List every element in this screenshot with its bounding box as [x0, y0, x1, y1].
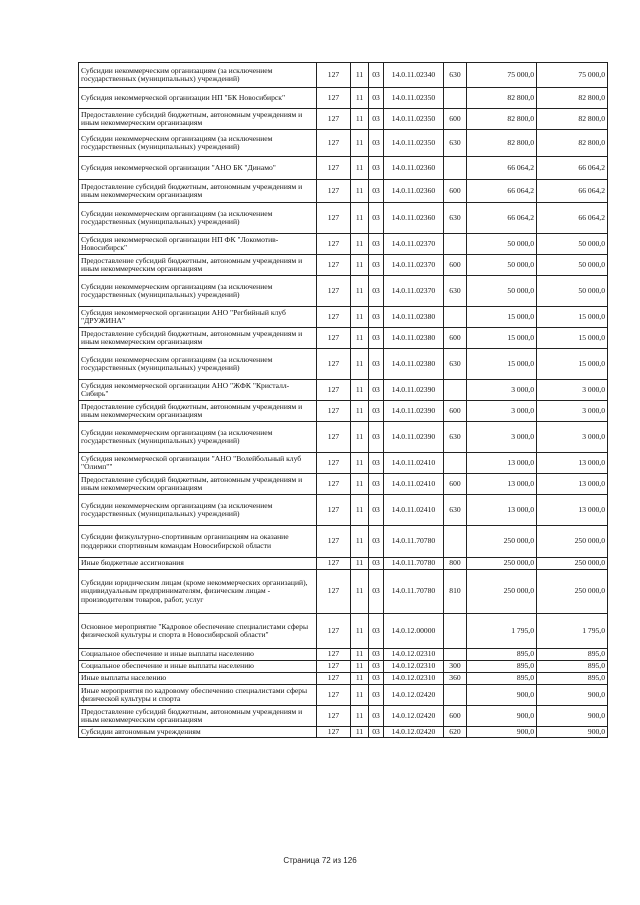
row-subsection: 03 — [369, 234, 384, 255]
row-target-article: 14.0.11.02370 — [384, 276, 444, 307]
row-amount-1: 66 064,2 — [467, 180, 537, 203]
table-row — [79, 157, 608, 180]
row-subsection: 03 — [369, 727, 384, 738]
table-row — [79, 649, 608, 661]
row-grbs: 127 — [317, 727, 351, 738]
table-row — [79, 276, 608, 307]
row-subsection: 03 — [369, 349, 384, 380]
row-amount-2: 895,0 — [537, 673, 608, 685]
row-grbs: 127 — [317, 526, 351, 558]
row-expense-type: 600 — [444, 474, 467, 495]
row-description: Предоставление субсидий бюджетным, автономным учреждениям и иным некоммерческим организациям — [79, 328, 317, 349]
row-subsection: 03 — [369, 380, 384, 401]
row-section: 11 — [351, 570, 369, 614]
row-section: 11 — [351, 526, 369, 558]
row-amount-2: 82 800,0 — [537, 88, 608, 109]
row-amount-2: 900,0 — [537, 685, 608, 706]
row-description: Иные бюджетные ассигнования — [79, 558, 317, 570]
row-expense-type: 630 — [444, 63, 467, 88]
table-row — [79, 380, 608, 401]
row-section: 11 — [351, 422, 369, 453]
row-amount-1: 895,0 — [467, 661, 537, 673]
table-row — [79, 88, 608, 109]
row-grbs: 127 — [317, 422, 351, 453]
table-row — [79, 673, 608, 685]
row-subsection: 03 — [369, 401, 384, 422]
row-target-article: 14.0.11.02350 — [384, 109, 444, 130]
row-amount-2: 1 795,0 — [537, 614, 608, 649]
row-amount-1: 82 800,0 — [467, 130, 537, 157]
row-grbs: 127 — [317, 130, 351, 157]
row-description: Субсидии некоммерческим организациям (за исключением государственных (муниципальных) учреждений) — [79, 130, 317, 157]
row-expense-type — [444, 614, 467, 649]
row-description: Субсидия некоммерческой организации АНО "ЖФК "Кристалл-Сибирь" — [79, 380, 317, 401]
row-amount-2: 13 000,0 — [537, 453, 608, 474]
row-section: 11 — [351, 649, 369, 661]
table-row — [79, 526, 608, 558]
row-target-article: 14.0.11.02410 — [384, 453, 444, 474]
row-amount-2: 900,0 — [537, 706, 608, 727]
row-target-article: 14.0.11.02390 — [384, 380, 444, 401]
row-target-article: 14.0.11.02390 — [384, 401, 444, 422]
table-row — [79, 328, 608, 349]
row-expense-type: 600 — [444, 401, 467, 422]
row-amount-2: 66 064,2 — [537, 180, 608, 203]
row-description: Предоставление субсидий бюджетным, автономным учреждениям и иным некоммерческим организациям — [79, 706, 317, 727]
row-grbs: 127 — [317, 401, 351, 422]
row-amount-1: 66 064,2 — [467, 157, 537, 180]
row-description: Субсидии некоммерческим организациям (за исключением государственных (муниципальных) учреждений) — [79, 63, 317, 88]
row-target-article: 14.0.11.02410 — [384, 474, 444, 495]
row-expense-type: 630 — [444, 276, 467, 307]
row-amount-2: 13 000,0 — [537, 474, 608, 495]
row-amount-2: 895,0 — [537, 661, 608, 673]
row-description: Субсидии юридическим лицам (кроме некоммерческих организаций), индивидуальным предпринимателям, физическим лицам - производителям товаров, работ, услуг — [79, 570, 317, 614]
row-amount-1: 15 000,0 — [467, 328, 537, 349]
row-amount-2: 3 000,0 — [537, 401, 608, 422]
row-section: 11 — [351, 661, 369, 673]
row-target-article: 14.0.11.02340 — [384, 63, 444, 88]
row-description: Субсидия некоммерческой организации "АНО "Волейбольный клуб "Олимп"" — [79, 453, 317, 474]
row-target-article: 14.0.11.02370 — [384, 255, 444, 276]
row-section: 11 — [351, 495, 369, 526]
row-description: Субсидии физкультурно-спортивным организациям на оказание поддержки спортивным командам Новосибирской области — [79, 526, 317, 558]
row-subsection: 03 — [369, 673, 384, 685]
row-amount-1: 250 000,0 — [467, 570, 537, 614]
row-expense-type: 810 — [444, 570, 467, 614]
row-subsection: 03 — [369, 526, 384, 558]
row-expense-type: 630 — [444, 422, 467, 453]
row-amount-1: 13 000,0 — [467, 453, 537, 474]
table-row — [79, 180, 608, 203]
row-description: Социальное обеспечение и иные выплаты населению — [79, 649, 317, 661]
row-section: 11 — [351, 727, 369, 738]
row-section: 11 — [351, 474, 369, 495]
row-amount-2: 250 000,0 — [537, 558, 608, 570]
row-grbs: 127 — [317, 495, 351, 526]
row-expense-type: 600 — [444, 706, 467, 727]
row-description: Субсидии автономным учреждениям — [79, 727, 317, 738]
row-subsection: 03 — [369, 255, 384, 276]
table-row — [79, 614, 608, 649]
row-amount-2: 50 000,0 — [537, 255, 608, 276]
row-subsection: 03 — [369, 88, 384, 109]
row-subsection: 03 — [369, 203, 384, 234]
row-grbs: 127 — [317, 63, 351, 88]
row-description: Субсидия некоммерческой организации НП "БК Новосибирск" — [79, 88, 317, 109]
row-grbs: 127 — [317, 380, 351, 401]
row-grbs: 127 — [317, 673, 351, 685]
row-subsection: 03 — [369, 109, 384, 130]
row-expense-type — [444, 234, 467, 255]
row-expense-type — [444, 526, 467, 558]
row-expense-type: 600 — [444, 109, 467, 130]
row-description: Субсидия некоммерческой организации АНО "Регбийный клуб "ДРУЖИНА" — [79, 307, 317, 328]
row-grbs: 127 — [317, 649, 351, 661]
row-grbs: 127 — [317, 88, 351, 109]
row-expense-type — [444, 685, 467, 706]
row-subsection: 03 — [369, 422, 384, 453]
row-section: 11 — [351, 558, 369, 570]
row-expense-type: 620 — [444, 727, 467, 738]
row-expense-type: 630 — [444, 203, 467, 234]
row-amount-2: 3 000,0 — [537, 422, 608, 453]
row-section: 11 — [351, 380, 369, 401]
row-amount-2: 900,0 — [537, 727, 608, 738]
table-row — [79, 203, 608, 234]
row-amount-1: 75 000,0 — [467, 63, 537, 88]
row-section: 11 — [351, 203, 369, 234]
row-amount-1: 900,0 — [467, 727, 537, 738]
row-target-article: 14.0.11.02370 — [384, 234, 444, 255]
table-row — [79, 349, 608, 380]
row-target-article: 14.0.11.02360 — [384, 203, 444, 234]
row-target-article: 14.0.11.02380 — [384, 307, 444, 328]
row-section: 11 — [351, 453, 369, 474]
row-amount-1: 13 000,0 — [467, 495, 537, 526]
row-amount-2: 75 000,0 — [537, 63, 608, 88]
row-subsection: 03 — [369, 328, 384, 349]
row-grbs: 127 — [317, 706, 351, 727]
row-target-article: 14.0.11.70780 — [384, 526, 444, 558]
row-amount-2: 250 000,0 — [537, 570, 608, 614]
row-subsection: 03 — [369, 474, 384, 495]
table-row — [79, 307, 608, 328]
row-grbs: 127 — [317, 307, 351, 328]
row-subsection: 03 — [369, 685, 384, 706]
row-description: Субсидии некоммерческим организациям (за исключением государственных (муниципальных) учреждений) — [79, 422, 317, 453]
row-expense-type: 630 — [444, 495, 467, 526]
row-description: Предоставление субсидий бюджетным, автономным учреждениям и иным некоммерческим организациям — [79, 109, 317, 130]
row-amount-1: 250 000,0 — [467, 558, 537, 570]
row-section: 11 — [351, 109, 369, 130]
row-section: 11 — [351, 63, 369, 88]
row-amount-1: 3 000,0 — [467, 422, 537, 453]
row-amount-2: 895,0 — [537, 649, 608, 661]
row-description: Субсидии некоммерческим организациям (за исключением государственных (муниципальных) учреждений) — [79, 349, 317, 380]
row-description: Субсидия некоммерческой организации НП ФК "Локомотив-Новосибирск" — [79, 234, 317, 255]
budget-table — [78, 62, 608, 738]
row-subsection: 03 — [369, 180, 384, 203]
row-description: Иные выплаты населению — [79, 673, 317, 685]
table-row — [79, 558, 608, 570]
row-expense-type: 630 — [444, 130, 467, 157]
row-expense-type — [444, 88, 467, 109]
row-subsection: 03 — [369, 649, 384, 661]
row-section: 11 — [351, 349, 369, 380]
row-amount-1: 900,0 — [467, 685, 537, 706]
row-description: Субсидии некоммерческим организациям (за исключением государственных (муниципальных) учреждений) — [79, 495, 317, 526]
row-grbs: 127 — [317, 255, 351, 276]
row-target-article: 14.0.11.02360 — [384, 180, 444, 203]
table-row — [79, 474, 608, 495]
row-amount-1: 895,0 — [467, 673, 537, 685]
row-section: 11 — [351, 88, 369, 109]
row-target-article: 14.0.11.02390 — [384, 422, 444, 453]
row-target-article: 14.0.12.02420 — [384, 685, 444, 706]
row-target-article: 14.0.11.02360 — [384, 157, 444, 180]
row-amount-1: 3 000,0 — [467, 380, 537, 401]
row-target-article: 14.0.12.02310 — [384, 649, 444, 661]
row-description: Основное мероприятие "Кадровое обеспечение специалистами сферы физической культуры и спорта в Новосибирской области" — [79, 614, 317, 649]
row-grbs: 127 — [317, 614, 351, 649]
table-row — [79, 234, 608, 255]
table-row — [79, 422, 608, 453]
row-description: Предоставление субсидий бюджетным, автономным учреждениям и иным некоммерческим организациям — [79, 180, 317, 203]
table-row — [79, 685, 608, 706]
row-amount-1: 3 000,0 — [467, 401, 537, 422]
row-grbs: 127 — [317, 474, 351, 495]
row-subsection: 03 — [369, 614, 384, 649]
row-target-article: 14.0.11.02380 — [384, 349, 444, 380]
row-section: 11 — [351, 234, 369, 255]
row-amount-2: 50 000,0 — [537, 276, 608, 307]
row-target-article: 14.0.11.02350 — [384, 88, 444, 109]
row-expense-type — [444, 453, 467, 474]
row-subsection: 03 — [369, 706, 384, 727]
row-section: 11 — [351, 130, 369, 157]
page-number: Страница 72 из 126 — [283, 856, 357, 865]
row-amount-1: 15 000,0 — [467, 307, 537, 328]
row-grbs: 127 — [317, 661, 351, 673]
row-amount-2: 66 064,2 — [537, 203, 608, 234]
table-row — [79, 706, 608, 727]
row-expense-type: 600 — [444, 328, 467, 349]
row-section: 11 — [351, 276, 369, 307]
row-section: 11 — [351, 706, 369, 727]
row-target-article: 14.0.11.70780 — [384, 570, 444, 614]
row-grbs: 127 — [317, 328, 351, 349]
row-grbs: 127 — [317, 157, 351, 180]
row-amount-2: 15 000,0 — [537, 349, 608, 380]
table-row — [79, 570, 608, 614]
row-expense-type — [444, 380, 467, 401]
row-description: Предоставление субсидий бюджетным, автономным учреждениям и иным некоммерческим организациям — [79, 401, 317, 422]
table-row — [79, 255, 608, 276]
row-target-article: 14.0.11.70780 — [384, 558, 444, 570]
row-amount-2: 82 800,0 — [537, 130, 608, 157]
table-row — [79, 495, 608, 526]
row-subsection: 03 — [369, 130, 384, 157]
row-section: 11 — [351, 307, 369, 328]
row-target-article: 14.0.12.02310 — [384, 661, 444, 673]
row-section: 11 — [351, 180, 369, 203]
row-description: Субсидия некоммерческой организации "АНО БК "Динамо" — [79, 157, 317, 180]
row-amount-1: 900,0 — [467, 706, 537, 727]
row-amount-2: 15 000,0 — [537, 328, 608, 349]
row-target-article: 14.0.12.02310 — [384, 673, 444, 685]
row-amount-2: 50 000,0 — [537, 234, 608, 255]
row-section: 11 — [351, 614, 369, 649]
row-amount-1: 15 000,0 — [467, 349, 537, 380]
row-description: Субсидии некоммерческим организациям (за исключением государственных (муниципальных) учреждений) — [79, 276, 317, 307]
row-grbs: 127 — [317, 276, 351, 307]
table-row — [79, 130, 608, 157]
row-expense-type: 360 — [444, 673, 467, 685]
row-subsection: 03 — [369, 157, 384, 180]
row-amount-1: 50 000,0 — [467, 276, 537, 307]
row-expense-type: 800 — [444, 558, 467, 570]
row-subsection: 03 — [369, 276, 384, 307]
table-row — [79, 401, 608, 422]
table-body — [79, 63, 608, 738]
row-description: Субсидии некоммерческим организациям (за исключением государственных (муниципальных) учреждений) — [79, 203, 317, 234]
row-description: Иные мероприятия по кадровому обеспечению специалистами сферы физической культуры и спорта — [79, 685, 317, 706]
row-section: 11 — [351, 673, 369, 685]
row-subsection: 03 — [369, 453, 384, 474]
row-subsection: 03 — [369, 558, 384, 570]
row-target-article: 14.0.12.02420 — [384, 706, 444, 727]
row-subsection: 03 — [369, 570, 384, 614]
row-description: Предоставление субсидий бюджетным, автономным учреждениям и иным некоммерческим организациям — [79, 474, 317, 495]
table-row — [79, 661, 608, 673]
row-expense-type — [444, 157, 467, 180]
row-amount-1: 66 064,2 — [467, 203, 537, 234]
table-row — [79, 727, 608, 738]
row-subsection: 03 — [369, 661, 384, 673]
row-section: 11 — [351, 255, 369, 276]
row-amount-1: 13 000,0 — [467, 474, 537, 495]
row-expense-type: 630 — [444, 349, 467, 380]
row-amount-1: 82 800,0 — [467, 109, 537, 130]
row-description: Социальное обеспечение и иные выплаты населению — [79, 661, 317, 673]
row-target-article: 14.0.12.00000 — [384, 614, 444, 649]
row-amount-1: 895,0 — [467, 649, 537, 661]
row-amount-1: 1 795,0 — [467, 614, 537, 649]
row-target-article: 14.0.11.02380 — [384, 328, 444, 349]
row-target-article: 14.0.11.02350 — [384, 130, 444, 157]
row-grbs: 127 — [317, 109, 351, 130]
row-subsection: 03 — [369, 307, 384, 328]
row-grbs: 127 — [317, 685, 351, 706]
row-grbs: 127 — [317, 180, 351, 203]
row-target-article: 14.0.11.02410 — [384, 495, 444, 526]
row-grbs: 127 — [317, 349, 351, 380]
row-section: 11 — [351, 157, 369, 180]
row-section: 11 — [351, 685, 369, 706]
table-row — [79, 63, 608, 88]
row-grbs: 127 — [317, 453, 351, 474]
row-target-article: 14.0.12.02420 — [384, 727, 444, 738]
table-row — [79, 453, 608, 474]
row-expense-type: 600 — [444, 180, 467, 203]
row-grbs: 127 — [317, 570, 351, 614]
row-grbs: 127 — [317, 558, 351, 570]
row-amount-1: 50 000,0 — [467, 255, 537, 276]
row-expense-type: 600 — [444, 255, 467, 276]
row-grbs: 127 — [317, 203, 351, 234]
row-section: 11 — [351, 401, 369, 422]
row-subsection: 03 — [369, 495, 384, 526]
row-grbs: 127 — [317, 234, 351, 255]
row-amount-2: 82 800,0 — [537, 109, 608, 130]
row-description: Предоставление субсидий бюджетным, автономным учреждениям и иным некоммерческим организациям — [79, 255, 317, 276]
row-amount-1: 50 000,0 — [467, 234, 537, 255]
row-amount-1: 250 000,0 — [467, 526, 537, 558]
row-amount-2: 3 000,0 — [537, 380, 608, 401]
row-expense-type: 300 — [444, 661, 467, 673]
row-amount-1: 82 800,0 — [467, 88, 537, 109]
row-amount-2: 15 000,0 — [537, 307, 608, 328]
table-row — [79, 109, 608, 130]
row-subsection: 03 — [369, 63, 384, 88]
row-section: 11 — [351, 328, 369, 349]
row-expense-type — [444, 307, 467, 328]
row-expense-type — [444, 649, 467, 661]
row-amount-2: 13 000,0 — [537, 495, 608, 526]
row-amount-2: 250 000,0 — [537, 526, 608, 558]
row-amount-2: 66 064,2 — [537, 157, 608, 180]
